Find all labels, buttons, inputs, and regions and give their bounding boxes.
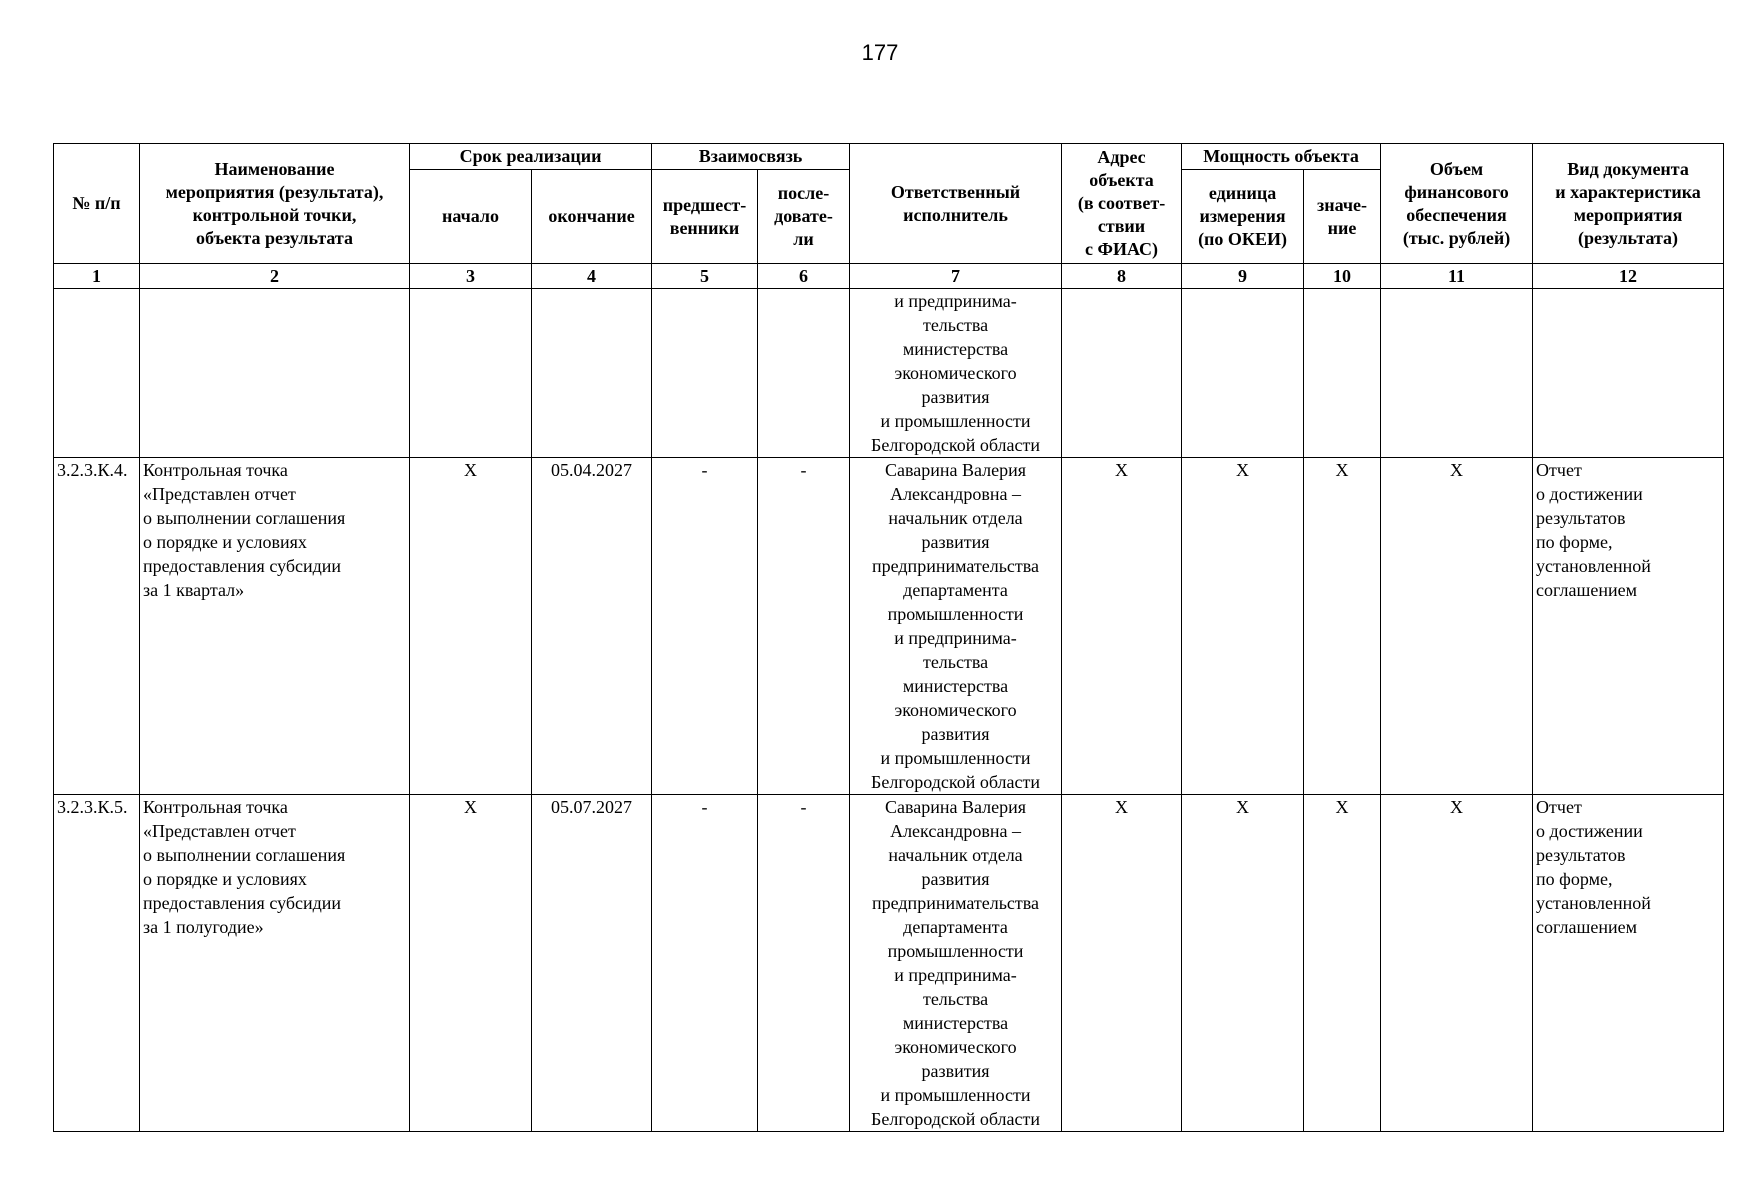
row-unit: X (1182, 458, 1304, 795)
header-link-group: Взаимосвязь (652, 144, 850, 170)
row-document: Отчет о достижении результатов по форме, установленной соглашением (1533, 795, 1724, 1132)
column-number: 5 (652, 264, 758, 289)
row-predecessors: - (652, 795, 758, 1132)
column-number: 2 (140, 264, 410, 289)
header-name: Наименование мероприятия (результата), контрольной точки, объекта результата (140, 144, 410, 264)
header-predecessors: предшест- венники (652, 170, 758, 264)
column-number: 6 (758, 264, 850, 289)
column-number: 8 (1062, 264, 1182, 289)
row-number: 3.2.3.К.4. (54, 458, 140, 795)
header-end: окончание (532, 170, 652, 264)
row-document: Отчет о достижении результатов по форме, установленной соглашением (1533, 458, 1724, 795)
header-responsible: Ответственный исполнитель (850, 144, 1062, 264)
header-num: № п/п (54, 144, 140, 264)
header-unit: единица измерения (по ОКЕИ) (1182, 170, 1304, 264)
row-responsible: Саварина Валерия Александровна – начальник отдела развития предпринимательства департамента промышленности и предпринима- тельства министерства экономического развития и промышленности Белгородской области (850, 458, 1062, 795)
column-number: 4 (532, 264, 652, 289)
row-finance: X (1381, 458, 1533, 795)
row-name: Контрольная точка «Представлен отчет о выполнении соглашения о порядке и условиях предоставления субсидии за 1 квартал» (140, 458, 410, 795)
page-number: 177 (861, 40, 899, 65)
row-address: X (1062, 795, 1182, 1132)
row-end: 05.07.2027 (532, 795, 652, 1132)
row-predecessors: - (652, 458, 758, 795)
row-value: X (1304, 795, 1381, 1132)
row-start: X (410, 458, 532, 795)
table-row-continuation (54, 289, 1724, 458)
header-value: значе- ние (1304, 170, 1381, 264)
row-end: 05.04.2027 (532, 458, 652, 795)
row-finance: X (1381, 795, 1533, 1132)
row-successors: - (758, 458, 850, 795)
row-name: Контрольная точка «Представлен отчет о выполнении соглашения о порядке и условиях предоставления субсидии за 1 полугодие» (140, 795, 410, 1132)
row-start: X (410, 795, 532, 1132)
column-number: 9 (1182, 264, 1304, 289)
column-number: 1 (54, 264, 140, 289)
row-number: 3.2.3.К.5. (54, 795, 140, 1132)
header-finance: Объем финансового обеспечения (тыс. рублей) (1381, 144, 1533, 264)
column-number: 3 (410, 264, 532, 289)
header-address: Адрес объекта (в соответ- ствии с ФИАС) (1062, 144, 1182, 264)
row-successors: - (758, 795, 850, 1132)
row-value: X (1304, 458, 1381, 795)
row-responsible: Саварина Валерия Александровна – начальник отдела развития предпринимательства департамента промышленности и предпринима- тельства министерства экономического развития и промышленности Белгородской области (850, 795, 1062, 1132)
column-number: 7 (850, 264, 1062, 289)
column-number: 12 (1533, 264, 1724, 289)
header-period-group: Срок реализации (410, 144, 652, 170)
row-unit: X (1182, 795, 1304, 1132)
header-start: начало (410, 170, 532, 264)
column-number: 10 (1304, 264, 1381, 289)
responsible-cell: и предпринима- тельства министерства экономического развития и промышленности Белгородской области (850, 289, 1062, 458)
column-number-row (54, 264, 1724, 289)
row-address: X (1062, 458, 1182, 795)
header-successors: после- довате- ли (758, 170, 850, 264)
header-document: Вид документа и характеристика мероприятия (результата) (1533, 144, 1724, 264)
column-number: 11 (1381, 264, 1533, 289)
table-row (54, 795, 1724, 1132)
table-row (54, 458, 1724, 795)
header-capacity-group: Мощность объекта (1182, 144, 1381, 170)
activities-table (53, 143, 1724, 1132)
